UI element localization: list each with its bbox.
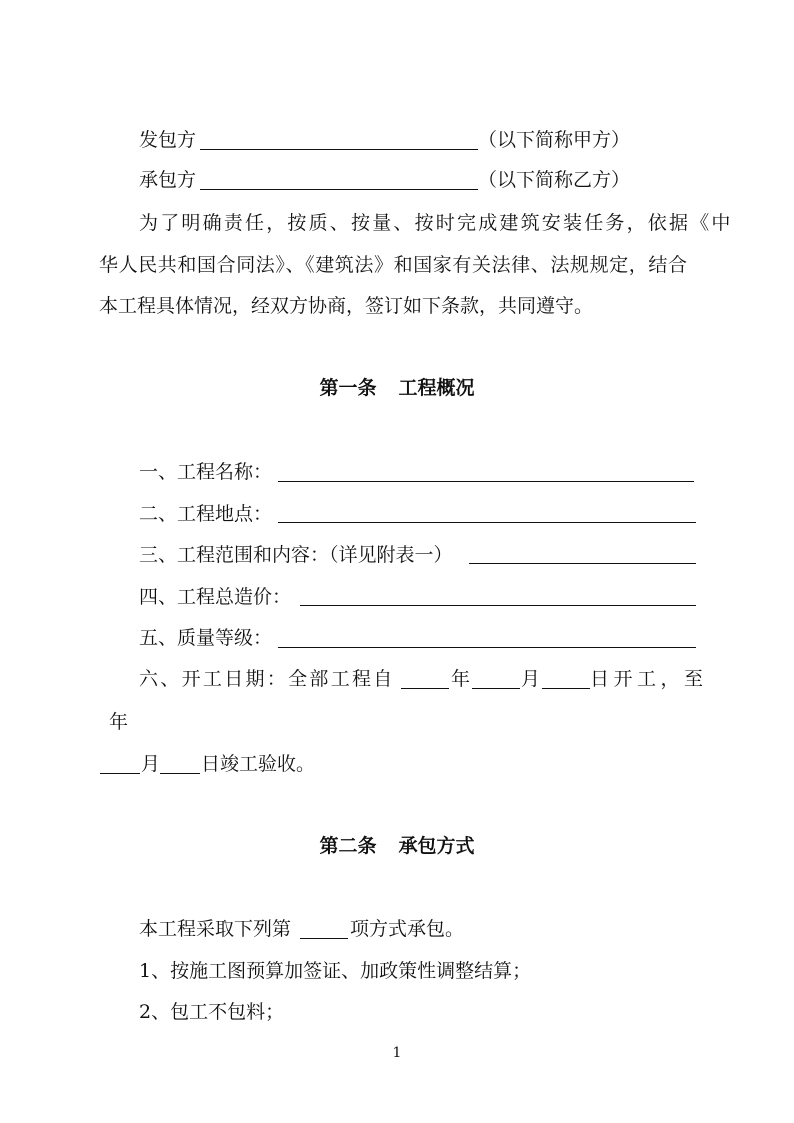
contractor-blank[interactable] — [200, 189, 478, 190]
preamble-line-1: 为了明确责任，按质、按量、按时完成建筑安装任务，依据《中 — [139, 212, 733, 234]
article-2-number: 第二条 — [319, 835, 377, 857]
contract-method-prefix: 本工程采取下列第 — [139, 918, 292, 940]
contract-method-suffix: 项方式承包。 — [350, 918, 465, 940]
option-2: 2、包工不包料； — [139, 1001, 285, 1023]
contract-method-blank[interactable] — [300, 938, 348, 939]
start-date-prefix: 六、开工日期：全部工程自 — [139, 668, 395, 690]
end-day-blank[interactable] — [160, 773, 200, 774]
project-scope-label: 三、工程范围和内容：（详见附表一） — [139, 544, 453, 566]
contractor-suffix: （以下简称乙方） — [478, 169, 631, 191]
page-number: 1 — [392, 1045, 402, 1061]
article-1-number: 第一条 — [319, 377, 377, 399]
quality-grade-blank[interactable] — [278, 647, 696, 648]
project-scope-blank[interactable] — [469, 563, 696, 564]
employer-suffix: （以下简称甲方） — [478, 129, 631, 151]
employer-label: 发包方 — [139, 129, 197, 151]
preamble-line-2: 华人民共和国合同法》、《建筑法》和国家有关法律、法规规定，结合 — [99, 254, 688, 276]
end-date-suffix: 日竣工验收。 — [201, 753, 316, 775]
article-1-heading — [0, 376, 794, 400]
preamble-line-3: 本工程具体情况，经双方协商，签订如下条款，共同遵守。 — [99, 295, 594, 317]
project-name-blank[interactable] — [278, 481, 694, 482]
contractor-label: 承包方 — [139, 169, 197, 191]
end-month-label: 月 — [141, 753, 161, 775]
project-name-label: 一、工程名称： — [139, 461, 273, 483]
end-month-blank[interactable] — [100, 773, 140, 774]
option-1: 1、按施工图预算加签证、加政策性调整结算； — [139, 960, 532, 982]
start-year-label: 年 — [451, 668, 471, 690]
quality-grade-label: 五、质量等级： — [139, 627, 273, 649]
employer-blank[interactable] — [200, 149, 478, 150]
total-cost-blank[interactable] — [300, 605, 696, 606]
start-day-blank[interactable] — [542, 688, 590, 689]
article-1-title: 工程概况 — [398, 377, 475, 399]
project-location-blank[interactable] — [278, 522, 696, 523]
project-location-label: 二、工程地点： — [139, 503, 273, 525]
start-day-suffix: 日开工，至 — [590, 668, 708, 690]
end-year-label: 年 — [109, 711, 129, 733]
start-month-blank[interactable] — [472, 688, 520, 689]
start-month-label: 月 — [521, 668, 541, 690]
start-year-blank[interactable] — [401, 688, 449, 689]
total-cost-label: 四、工程总造价： — [139, 586, 292, 608]
article-2-heading — [0, 834, 794, 858]
article-2-title: 承包方式 — [398, 835, 475, 857]
